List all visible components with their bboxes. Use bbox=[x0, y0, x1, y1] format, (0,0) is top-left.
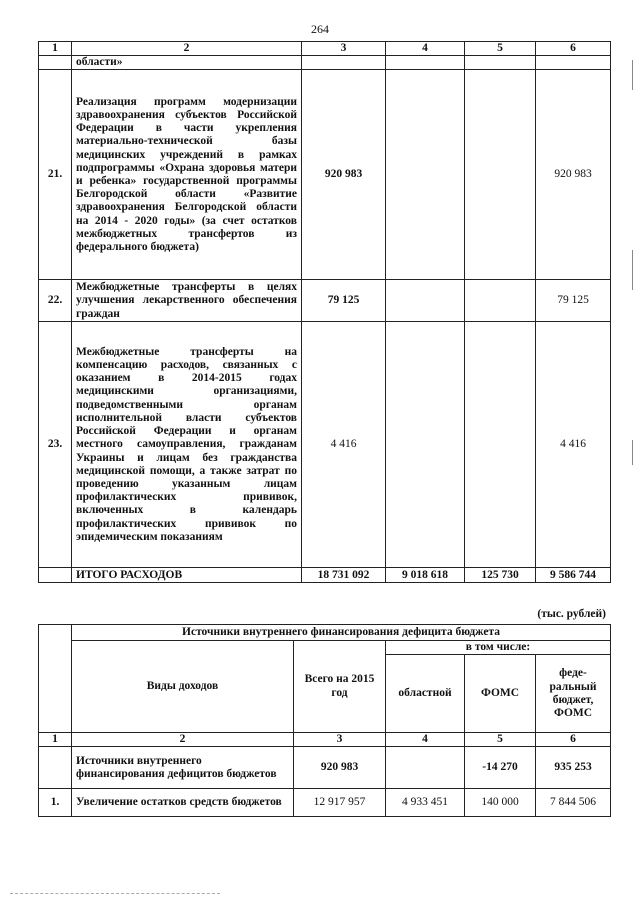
continuation-text: области» bbox=[72, 56, 302, 70]
row-description: Увеличение остатков средств бюджетов bbox=[72, 789, 294, 817]
table-header-row bbox=[39, 641, 611, 655]
header-cell: 1 bbox=[39, 42, 72, 56]
total-cell: 4 416 bbox=[302, 322, 386, 568]
header-cell: 2 bbox=[72, 42, 302, 56]
totals-total: 18 731 092 bbox=[302, 568, 386, 583]
total-header: Всего на 2015 год bbox=[294, 641, 386, 733]
federal-cell: 920 983 bbox=[536, 70, 611, 280]
federal-cell: 7 844 506 bbox=[536, 789, 611, 817]
federal-cell: 4 416 bbox=[536, 322, 611, 568]
index-cell: 2 bbox=[72, 733, 294, 747]
index-cell: 6 bbox=[536, 733, 611, 747]
foms-cell: 140 000 bbox=[465, 789, 536, 817]
row-description: Межбюджетные трансферты на компенсацию расходов, связанных с оказанием в 2014-2015 годах медицинскими организациями, подведомственными органам исполнительной власти субъектов Российской Федерации и органам местного самоуправления, гражданам Украины и лицам без гражданства медицинской помощи, а также затрат по проведению указанным лицам профилактических прививок, включенных в календарь профилактических прививок по эпидемическим показаниям bbox=[72, 322, 302, 568]
table-header-row bbox=[39, 42, 611, 56]
scan-bottom-line bbox=[10, 893, 220, 895]
table-title-row bbox=[39, 625, 611, 641]
row-description: Реализация программ модернизации здравоохранения субъектов Российской Федерации в части укрепления материально-технической базы медицинских учреждений в рамках подпрограммы «Охрана здоровья матери и ребенка» государственной программы Белгородской области «Развитие здравоохранения Белгородской области на 2014 - 2020 годы» (за счет остатков межбюджетных трансфертов из федерального бюджета) bbox=[72, 70, 302, 280]
totals-row bbox=[39, 568, 611, 583]
foms-cell bbox=[465, 280, 536, 322]
header-cell: 5 bbox=[465, 42, 536, 56]
scan-margin-mark bbox=[632, 440, 633, 465]
table-row bbox=[39, 789, 611, 817]
header-cell: 4 bbox=[386, 42, 465, 56]
regional-cell bbox=[386, 747, 465, 789]
row-number: 22. bbox=[39, 280, 72, 322]
regional-cell: 4 933 451 bbox=[386, 789, 465, 817]
row-number: 1. bbox=[39, 789, 72, 817]
foms-cell: -14 270 bbox=[465, 747, 536, 789]
totals-federal: 9 586 744 bbox=[536, 568, 611, 583]
scan-margin-mark bbox=[632, 60, 633, 90]
index-cell: 1 bbox=[39, 733, 72, 747]
foms-header: ФОМС bbox=[465, 655, 536, 733]
regional-cell bbox=[386, 322, 465, 568]
federal-header: феде-ральный бюджет, ФОМС bbox=[536, 655, 611, 733]
table-row bbox=[39, 56, 611, 70]
index-cell: 5 bbox=[465, 733, 536, 747]
foms-cell bbox=[465, 70, 536, 280]
total-cell: 12 917 957 bbox=[294, 789, 386, 817]
federal-cell: 935 253 bbox=[536, 747, 611, 789]
regional-cell bbox=[386, 280, 465, 322]
row-number: 21. bbox=[39, 70, 72, 280]
foms-cell bbox=[465, 322, 536, 568]
deficit-financing-table bbox=[38, 624, 611, 817]
total-cell: 920 983 bbox=[302, 70, 386, 280]
scan-margin-mark bbox=[632, 250, 633, 290]
row-number bbox=[39, 747, 72, 789]
totals-foms: 125 730 bbox=[465, 568, 536, 583]
row-description: Межбюджетные трансферты в целях улучшения лекарственного обеспечения граждан bbox=[72, 280, 302, 322]
row-number: 23. bbox=[39, 322, 72, 568]
table-row bbox=[39, 280, 611, 322]
row-description: Источники внутреннего финансирования дефицитов бюджетов bbox=[72, 747, 294, 789]
index-row bbox=[39, 733, 611, 747]
expenses-table bbox=[38, 41, 611, 583]
total-cell: 920 983 bbox=[294, 747, 386, 789]
table-title: Источники внутреннего финансирования дефицита бюджета bbox=[72, 625, 611, 641]
total-cell: 79 125 bbox=[302, 280, 386, 322]
index-cell: 3 bbox=[294, 733, 386, 747]
units-note: (тыс. рублей) bbox=[537, 608, 606, 620]
header-cell: 3 bbox=[302, 42, 386, 56]
regional-cell bbox=[386, 70, 465, 280]
header-cell: 6 bbox=[536, 42, 611, 56]
table-row bbox=[39, 70, 611, 280]
totals-regional: 9 018 618 bbox=[386, 568, 465, 583]
federal-cell: 79 125 bbox=[536, 280, 611, 322]
including-header: в том числе: bbox=[386, 641, 611, 655]
table-row bbox=[39, 747, 611, 789]
index-cell: 4 bbox=[386, 733, 465, 747]
kinds-header: Виды доходов bbox=[72, 641, 294, 733]
page-number: 264 bbox=[311, 22, 329, 36]
totals-label: ИТОГО РАСХОДОВ bbox=[72, 568, 302, 583]
table-row bbox=[39, 322, 611, 568]
regional-header: областной bbox=[386, 655, 465, 733]
